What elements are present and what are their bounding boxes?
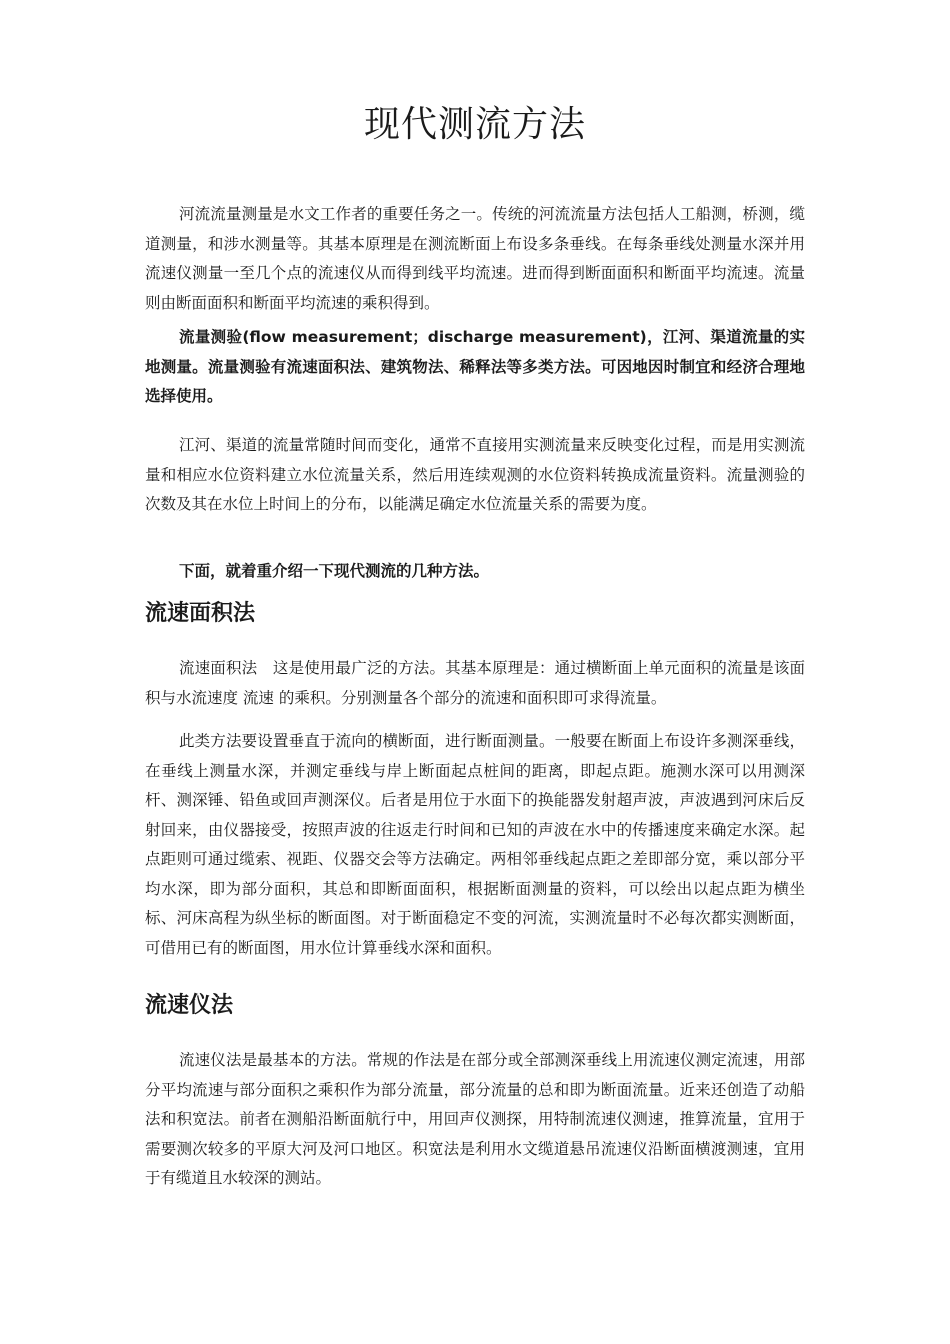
- velocity-area-paragraph-1: 流速面积法 这是使用最广泛的方法。其基本原理是：通过横断面上单元面积的流量是该面积与水流速度 流速 的乘积。分别测量各个部分的流速和面积即可求得流量。: [145, 659, 805, 707]
- definition-term: 流量测验: [179, 328, 243, 346]
- velocity-area-paragraph-2: 此类方法要设置垂直于流向的横断面，进行断面测量。一般要在断面上布设许多测深垂线，在垂线上测量水深，并测定垂线与岸上断面起点桩间的距离，即起点距。施测水深可以用测深杆、测深锤、铅鱼或回声测深仪。后者是用位于水面下的换能器发射超声波，声波遇到河床后反射回来，由仪器接受，按照声波的往返走行时间和已知的声波在水中的传播速度来确定水深。起点距则可通过缆索、视距、仪器交会等方法确定。两相邻垂线起点距之差即部分宽，乘以部分平均水深，即为部分面积，其总和即断面面积，根据断面测量的资料，可以绘出以起点距为横坐标、河床高程为纵坐标的断面图。对于断面稳定不变的河流，实测流量时不必每次都实测断面，可借用已有的断面图，用水位计算垂线水深和面积。: [145, 732, 805, 957]
- section-heading-velocity-area: 流速面积法: [145, 600, 256, 626]
- definition-paragraph: [145, 323, 805, 412]
- definition-text: (flow measurement；discharge measurement)，江河、渠道流量的实地测量。流量测验有流速面积法、建筑物法、稀释法等多类方法。可因地因时制宜和经济合理地选择使用。: [145, 328, 805, 405]
- lead-in-paragraph: 下面，就着重介绍一下现代测流的几种方法。: [179, 562, 490, 580]
- section-heading-current-meter: 流速仪法: [145, 992, 234, 1018]
- variation-paragraph: 江河、渠道的流量常随时间而变化，通常不直接用实测流量来反映变化过程，而是用实测流量和相应水位资料建立水位流量关系，然后用连续观测的水位资料转换成流量资料。流量测验的次数及其在水位上时间上的分布，以能满足确定水位流量关系的需要为度。: [145, 436, 805, 513]
- page-title: 现代测流方法: [363, 104, 586, 145]
- intro-paragraph: 河流流量测量是水文工作者的重要任务之一。传统的河流流量方法包括人工船测，桥测，缆道测量，和涉水测量等。其基本原理是在测流断面上布设多条垂线。在每条垂线处测量水深并用流速仪测量一至几个点的流速仪从而得到线平均流速。进而得到断面面积和断面平均流速。流量则由断面面积和断面平均流速的乘积得到。: [145, 205, 805, 312]
- current-meter-paragraph: 流速仪法是最基本的方法。常规的作法是在部分或全部测深垂线上用流速仪测定流速，用部分平均流速与部分面积之乘积作为部分流量，部分流量的总和即为断面流量。近来还创造了动船法和积宽法。前者在测船沿断面航行中，用回声仪测探，用特制流速仪测速，推算流量，宜用于需要测次较多的平原大河及河口地区。积宽法是利用水文缆道悬吊流速仪沿断面横渡测速，宜用于有缆道且水较深的测站。: [145, 1051, 805, 1187]
